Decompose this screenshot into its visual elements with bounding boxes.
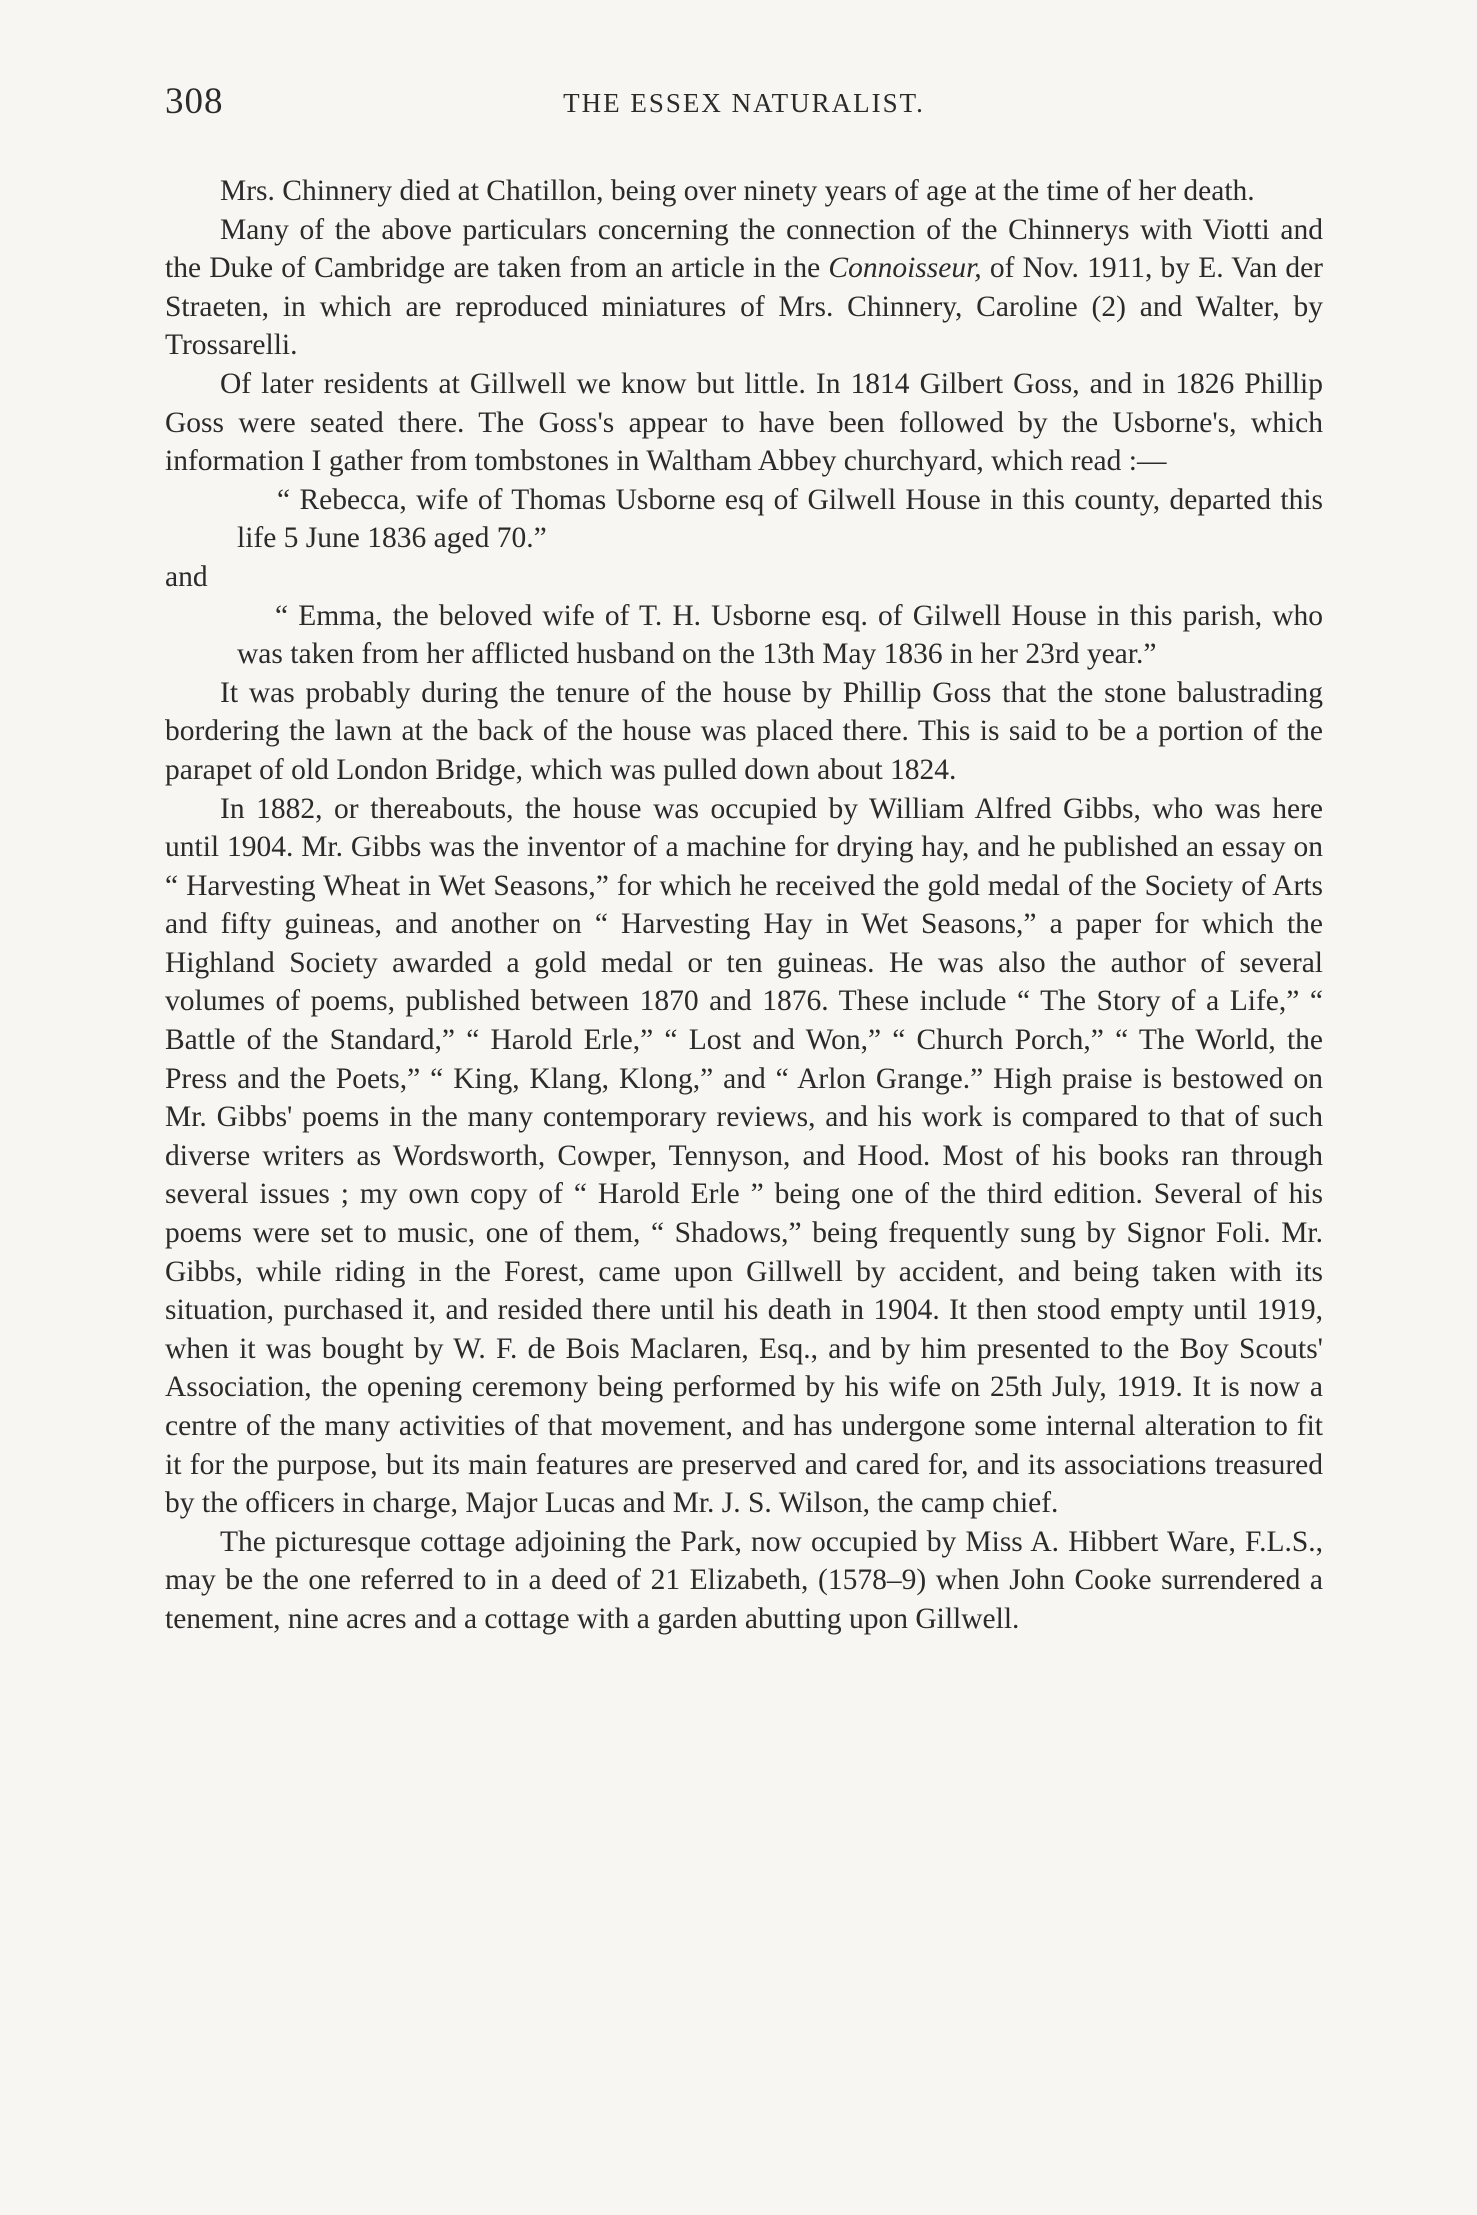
- page-header: [165, 70, 1323, 140]
- page-number: 308: [165, 81, 224, 122]
- italic-title: Connoisseur,: [828, 252, 982, 285]
- connector-and: and: [165, 560, 208, 593]
- paragraph-william-gibbs: In 1882, or thereabouts, the house was occupied by William Alfred Gibbs, who was here until 1904. Mr. Gibbs was the inventor of a machine for drying hay, and he published an essay on “ Harvesting Wheat in Wet Seasons,” for which he received the gold medal of the Society of Arts and fifty guineas, and another on “ Harvesting Hay in Wet Seasons,” a paper for which the Highland Society awarded a gold medal or ten guineas. He was also the author of several volumes of poems, published between 1870 and 1876. These include “ The Story of a Life,” “ Battle of the Standard,” “ Harold Erle,” “ Lost and Won,” “ Church Porch,” “ The World, the Press and the Poets,” “ King, Klang, Klong,” and “ Arlon Grange.” High praise is bestowed on Mr. Gibbs' poems in the many contemporary reviews, and his work is compared to that of such diverse writers as Wordsworth, Cowper, Tennyson, and Hood. Most of his books ran through several issues ; my own copy of “ Harold Erle ” being one of the third edition. Several of his poems were set to music, one of them, “ Shadows,” being frequently sung by Signor Foli. Mr. Gibbs, while riding in the Forest, came upon Gillwell by accident, and being taken with its situation, purchased it, and resided there until his death in 1904. It then stood empty until 1919, when it was bought by W. F. de Bois Maclaren, Esq., and by him presented to the Boy Scouts' Association, the opening ceremony being performed by his wife on 25th July, 1919. It is now a centre of the many activities of that movement, and has undergone some internal alteration to fit it for the purpose, but its main features are preserved and cared for, and its associations treasured by the officers in charge, Major Lucas and Mr. J. S. Wilson, the camp chief.: [165, 792, 1323, 1520]
- paragraph-chinnery-death: Mrs. Chinnery died at Chatillon, being over ninety years of age at the time of her death.: [220, 175, 1255, 207]
- paragraph-balustrading: It was probably during the tenure of the house by Phillip Goss that the stone balustrading bordering the lawn at the back of the house was placed there. This is said to be a portion of the parapet of old London Bridge, which was pulled down about 1824.: [165, 676, 1323, 786]
- quote-emma-usborne: “ Emma, the beloved wife of T. H. Usborne esq. of Gilwell House in this parish, who was taken from her afflicted husband on the 13th May 1836 in her 23rd year.”: [237, 599, 1323, 671]
- paragraph-text: of Nov. 1911, by E. Van der Straeten, in which are reproduced miniatures of Mrs. Chinnery, Caroline (2) and Walter, by Trossarelli.: [165, 252, 1323, 362]
- quote-rebecca-usborne: “ Rebecca, wife of Thomas Usborne esq of Gilwell House in this county, departed this life 5 June 1836 aged 70.”: [237, 483, 1323, 555]
- paragraph-later-residents: Of later residents at Gillwell we know but little. In 1814 Gilbert Goss, and in 1826 Phillip Goss were seated there. The Goss's appear to have been followed by the Usborne's, which information I gather from tombstones in Waltham Abbey churchyard, which read :—: [165, 367, 1323, 478]
- paragraph-connoisseur-source: [165, 211, 1323, 365]
- paragraph-cottage: The picturesque cottage adjoining the Park, now occupied by Miss A. Hibbert Ware, F.L.S., may be the one referred to in a deed of 21 Elizabeth, (1578–9) when John Cooke surrendered a tenement, nine acres and a cottage with a garden abutting upon Gillwell.: [165, 1525, 1323, 1635]
- running-head: THE ESSEX NATURALIST.: [563, 88, 925, 118]
- paragraph-text: Many of the above particulars concerning the connection of the Chinnerys with Viotti and the Duke of Cambridge are taken from an article in the: [165, 213, 1323, 285]
- page: [165, 70, 1323, 1639]
- body-text: [165, 172, 1323, 1639]
